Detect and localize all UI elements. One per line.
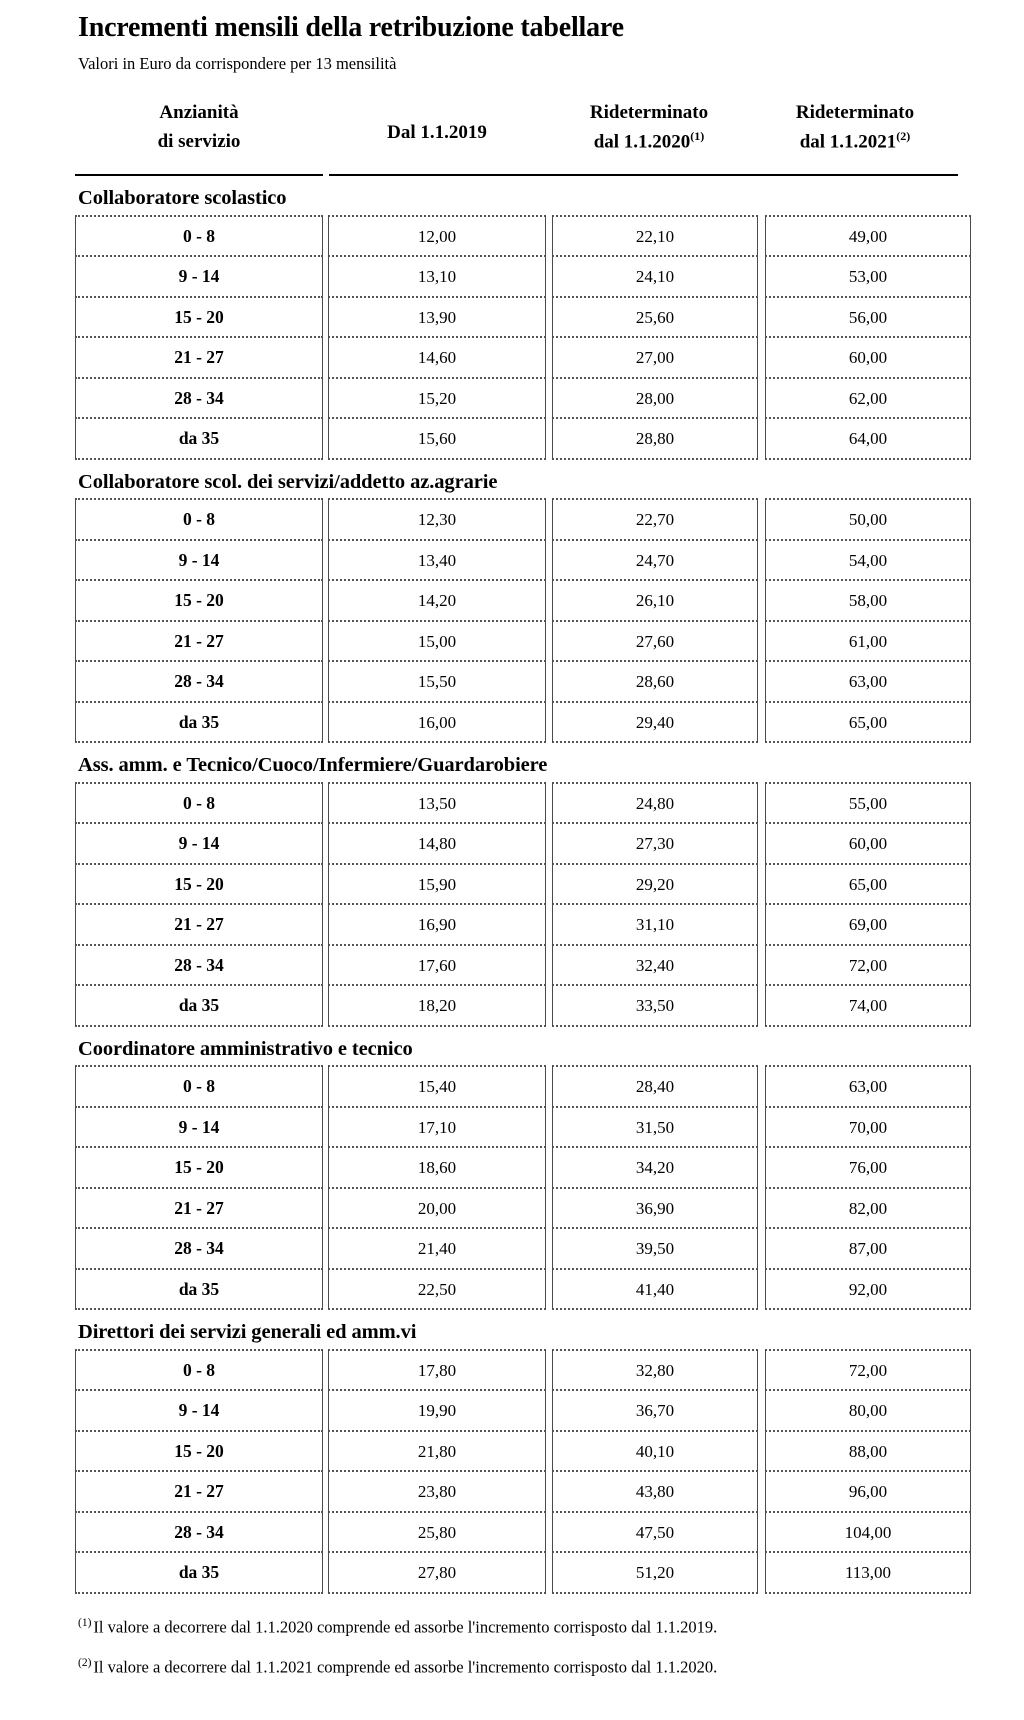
footnote-marker: (1) [78,1616,92,1629]
cell-value-2019: 13,90 [328,298,546,339]
table-row [0,1148,1024,1189]
cell-anzianita: 15 - 20 [75,865,323,906]
cell-value-2019: 17,60 [328,946,546,987]
cell-value-2020: 24,10 [552,257,758,298]
table-row [0,782,1024,825]
category-section [0,470,1024,744]
table-row [0,905,1024,946]
cell-value-2021: 88,00 [765,1432,971,1473]
category-title: Direttori dei servizi generali ed amm.vi [78,1321,417,1344]
cell-value-2021: 49,00 [765,215,971,258]
cell-value-2020: 36,90 [552,1189,758,1230]
cell-value-2020: 40,10 [552,1432,758,1473]
cell-value-2020: 31,50 [552,1108,758,1149]
cell-anzianita: 21 - 27 [75,1472,323,1513]
cell-value-2021: 72,00 [765,1349,971,1392]
cell-value-2021: 113,00 [765,1553,971,1594]
cell-value-2020: 26,10 [552,581,758,622]
cell-value-2019: 15,90 [328,865,546,906]
footnotes-container [0,1594,1024,1678]
cell-anzianita: 28 - 34 [75,1513,323,1554]
cell-value-2019: 18,60 [328,1148,546,1189]
cell-value-2021: 70,00 [765,1108,971,1149]
cell-value-2021: 62,00 [765,379,971,420]
footnote-marker: (2) [78,1657,92,1670]
cell-value-2020: 34,20 [552,1148,758,1189]
cell-anzianita: 21 - 27 [75,622,323,663]
cell-anzianita: 9 - 14 [75,1391,323,1432]
column-header-2020-date: dal 1.1.2020 [593,131,691,153]
category-table [0,215,1024,460]
cell-value-2021: 104,00 [765,1513,971,1554]
cell-value-2019: 17,10 [328,1108,546,1149]
table-row [0,662,1024,703]
cell-value-2020: 39,50 [552,1229,758,1270]
cell-value-2021: 53,00 [765,257,971,298]
cell-value-2021: 56,00 [765,298,971,339]
cell-value-2021: 82,00 [765,1189,971,1230]
column-header-2020-line1: Rideterminato [589,101,709,123]
table-row [0,257,1024,298]
cell-anzianita: 9 - 14 [75,824,323,865]
page-subtitle: Valori in Euro da corrispondere per 13 mensilità [78,54,397,74]
cell-anzianita: 0 - 8 [75,1065,323,1108]
table-row [0,498,1024,541]
category-title: Collaboratore scolastico [78,186,287,209]
cell-value-2019: 16,00 [328,703,546,744]
table-row [0,1432,1024,1473]
table-row [0,338,1024,379]
column-header-2021-line2 [752,127,958,157]
cell-anzianita: da 35 [75,419,323,460]
footnote-text: Il valore a decorrere dal 1.1.2021 comprende ed assorbe l'incremento corrisposto dal 1.1.2020. [93,1657,718,1677]
cell-value-2019: 15,50 [328,662,546,703]
table-row [0,1513,1024,1554]
cell-value-2019: 21,80 [328,1432,546,1473]
table-row [0,379,1024,420]
category-table [0,498,1024,743]
column-header-2021-line1: Rideterminato [795,101,915,123]
cell-value-2020: 28,80 [552,419,758,460]
category-section [0,186,1024,460]
footnote-ref-1: (1) [690,129,705,144]
cell-anzianita: 0 - 8 [75,498,323,541]
cell-anzianita: 21 - 27 [75,1189,323,1230]
cell-value-2019: 15,40 [328,1065,546,1108]
cell-value-2021: 58,00 [765,581,971,622]
header-rule-right [329,174,958,176]
sections-container [0,186,1024,1594]
cell-value-2020: 27,60 [552,622,758,663]
cell-anzianita: 9 - 14 [75,1108,323,1149]
table-row [0,1270,1024,1311]
cell-value-2021: 54,00 [765,541,971,582]
cell-anzianita: 0 - 8 [75,782,323,825]
cell-anzianita: 0 - 8 [75,1349,323,1392]
category-section [0,1320,1024,1594]
cell-value-2019: 14,20 [328,581,546,622]
cell-value-2021: 63,00 [765,1065,971,1108]
cell-value-2020: 29,40 [552,703,758,744]
cell-anzianita: 15 - 20 [75,581,323,622]
cell-value-2021: 55,00 [765,782,971,825]
cell-value-2020: 32,80 [552,1349,758,1392]
table-row [0,1472,1024,1513]
cell-anzianita: 9 - 14 [75,541,323,582]
cell-value-2021: 72,00 [765,946,971,987]
cell-value-2019: 15,00 [328,622,546,663]
cell-value-2020: 32,40 [552,946,758,987]
cell-value-2021: 92,00 [765,1270,971,1311]
cell-value-2019: 13,10 [328,257,546,298]
column-header-2021 [752,98,958,157]
cell-value-2021: 61,00 [765,622,971,663]
page-title: Incrementi mensili della retribuzione tabellare [78,12,624,43]
table-row [0,1391,1024,1432]
cell-value-2021: 65,00 [765,865,971,906]
cell-anzianita: 9 - 14 [75,257,323,298]
cell-value-2019: 12,30 [328,498,546,541]
cell-value-2020: 24,80 [552,782,758,825]
table-row [0,622,1024,663]
cell-value-2021: 87,00 [765,1229,971,1270]
cell-value-2020: 24,70 [552,541,758,582]
cell-anzianita: 28 - 34 [75,379,323,420]
cell-value-2021: 69,00 [765,905,971,946]
cell-value-2019: 15,60 [328,419,546,460]
table-row [0,824,1024,865]
cell-value-2019: 23,80 [328,1472,546,1513]
cell-value-2019: 21,40 [328,1229,546,1270]
table-header-row [0,98,1024,176]
column-header-2019 [328,98,546,147]
column-header-2021-date: dal 1.1.2021 [799,131,897,153]
cell-value-2019: 12,00 [328,215,546,258]
cell-value-2020: 43,80 [552,1472,758,1513]
cell-value-2019: 27,80 [328,1553,546,1594]
table-row [0,1108,1024,1149]
cell-value-2019: 17,80 [328,1349,546,1392]
cell-value-2020: 31,10 [552,905,758,946]
column-header-anzianita-line2: di servizio [157,131,241,153]
cell-anzianita: da 35 [75,1553,323,1594]
cell-value-2019: 22,50 [328,1270,546,1311]
cell-value-2020: 36,70 [552,1391,758,1432]
cell-value-2020: 22,70 [552,498,758,541]
title-block [0,0,1024,74]
table-row [0,703,1024,744]
cell-anzianita: 15 - 20 [75,298,323,339]
cell-value-2021: 63,00 [765,662,971,703]
cell-anzianita: da 35 [75,703,323,744]
cell-value-2021: 64,00 [765,419,971,460]
cell-value-2021: 96,00 [765,1472,971,1513]
cell-value-2020: 33,50 [552,986,758,1027]
cell-value-2019: 20,00 [328,1189,546,1230]
footnote-ref-2: (2) [896,129,911,144]
table-row [0,1349,1024,1392]
table-row [0,986,1024,1027]
cell-value-2019: 13,50 [328,782,546,825]
cell-value-2019: 19,90 [328,1391,546,1432]
cell-value-2021: 80,00 [765,1391,971,1432]
table-row [0,298,1024,339]
cell-value-2019: 25,80 [328,1513,546,1554]
table-row [0,1229,1024,1270]
cell-value-2021: 76,00 [765,1148,971,1189]
cell-anzianita: 15 - 20 [75,1432,323,1473]
table-row [0,541,1024,582]
category-table [0,1065,1024,1310]
cell-value-2020: 22,10 [552,215,758,258]
column-header-2020 [546,98,752,157]
cell-value-2021: 60,00 [765,338,971,379]
table-row [0,865,1024,906]
cell-value-2021: 60,00 [765,824,971,865]
category-title: Collaboratore scol. dei servizi/addetto az.agrarie [78,470,498,493]
table-row [0,419,1024,460]
cell-anzianita: 0 - 8 [75,215,323,258]
cell-anzianita: 28 - 34 [75,662,323,703]
column-header-2019-label: Dal 1.1.2019 [387,121,487,143]
cell-value-2020: 29,20 [552,865,758,906]
cell-value-2021: 50,00 [765,498,971,541]
cell-value-2020: 47,50 [552,1513,758,1554]
category-title: Coordinatore amministrativo e tecnico [78,1037,413,1060]
cell-value-2019: 13,40 [328,541,546,582]
cell-value-2019: 16,90 [328,905,546,946]
category-table [0,1349,1024,1594]
cell-value-2019: 15,20 [328,379,546,420]
cell-value-2020: 28,40 [552,1065,758,1108]
category-title: Ass. amm. e Tecnico/Cuoco/Infermiere/Guardarobiere [78,754,548,777]
footnote [78,1656,1024,1678]
cell-value-2019: 14,60 [328,338,546,379]
cell-value-2020: 41,40 [552,1270,758,1311]
cell-value-2020: 28,00 [552,379,758,420]
cell-anzianita: 21 - 27 [75,905,323,946]
cell-value-2020: 27,00 [552,338,758,379]
footnote-text: Il valore a decorrere dal 1.1.2020 comprende ed assorbe l'incremento corrisposto dal 1.1.2019. [93,1617,718,1637]
category-table [0,782,1024,1027]
header-rule-left [75,174,323,176]
cell-anzianita: 28 - 34 [75,946,323,987]
table-row [0,581,1024,622]
column-header-anzianita [75,98,323,157]
column-header-anzianita-line1: Anzianità [159,101,239,123]
column-header-2020-line2 [546,127,752,157]
cell-anzianita: 28 - 34 [75,1229,323,1270]
table-row [0,1189,1024,1230]
cell-anzianita: da 35 [75,986,323,1027]
table-row [0,946,1024,987]
cell-value-2019: 18,20 [328,986,546,1027]
cell-value-2020: 51,20 [552,1553,758,1594]
cell-value-2021: 74,00 [765,986,971,1027]
cell-anzianita: 21 - 27 [75,338,323,379]
footnote [78,1616,1024,1638]
cell-value-2020: 25,60 [552,298,758,339]
cell-value-2019: 14,80 [328,824,546,865]
cell-value-2021: 65,00 [765,703,971,744]
table-row [0,1553,1024,1594]
table-row [0,215,1024,258]
cell-value-2020: 28,60 [552,662,758,703]
cell-anzianita: 15 - 20 [75,1148,323,1189]
category-section [0,1037,1024,1311]
cell-value-2020: 27,30 [552,824,758,865]
cell-anzianita: da 35 [75,1270,323,1311]
table-row [0,1065,1024,1108]
category-section [0,753,1024,1027]
